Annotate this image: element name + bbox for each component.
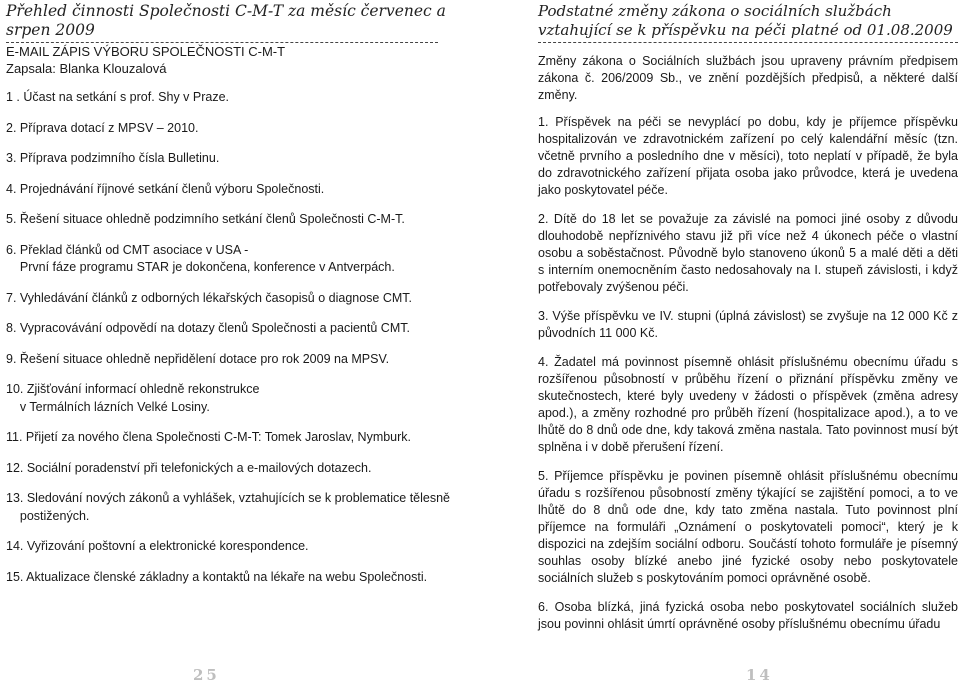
- list-item: 2. Příprava dotací z MPSV – 2010.: [6, 120, 199, 135]
- activity-list: [6, 89, 456, 586]
- list-item: 13. Sledování nových zákonů a vyhlášek, vztahujících se k problematice tělesně: [6, 491, 451, 505]
- list-item: 12. Sociální poradenství při telefonických a e-mailových dotazech.: [6, 460, 372, 475]
- change-item-2: 2. Dítě do 18 let se považuje za závislé na pomoci jiné osoby z důvodu dlouhodobě nepříznivého stavu již při více než 4 úkonech péče o vlastní osobu a soběstačnost. Původně bylo stanoveno úkonů 5 a malé děti a děti s interním onemocněním často nedosahovaly na I. stupeň závislosti, i když potřebovaly zvýšenou péči.: [538, 212, 958, 294]
- title-divider: [538, 42, 958, 43]
- recorder-line: Zapsala: Blanka Klouzalová: [6, 61, 167, 76]
- left-page: [6, 0, 456, 586]
- change-item-1: 1. Příspěvek na péči se nevyplácí po dobu, kdy je příjemce příspěvku hospitalizován ve zdravotnickém zařízení po celý kalendářní měsíc (tzn. včetně prvního a posledního dne v měsíci), toto neplatí v případě, že byla do zdravotnického zařízení přijata osoba jako průvodce, která je uvedena jako poskytovatel péče.: [538, 115, 958, 197]
- change-item-3: 3. Výše příspěvku ve IV. stupni (úplná závislost) se zvyšuje na 12 000 Kč z původních 11 000 Kč.: [538, 309, 958, 340]
- list-item: 3. Příprava podzimního čísla Bulletinu.: [6, 151, 220, 165]
- list-item: 6. Překlad článků od CMT asociace v USA -: [6, 242, 249, 257]
- list-item: 9. Řešení situace ohledně nepřidělení dotace pro rok 2009 na MPSV.: [6, 351, 390, 366]
- list-item: 5. Řešení situace ohledně podzimního setkání členů Společnosti C-M-T.: [6, 212, 405, 226]
- right-page: [538, 0, 958, 633]
- change-item-6: 6. Osoba blízká, jiná fyzická osoba nebo poskytovatel sociálních služeb jsou povinni ohlásit úmrtí oprávněné osoby příslušnému obecnímu úřadu: [538, 600, 958, 631]
- change-item-4: 4. Žadatel má povinnost písemně ohlásit příslušnému obecnímu úřadu s rozšířenou působností v průběhu řízení o přiznání příspěvku změny ve skutečnostech, které byly uvedeny v žádosti o příspěvek (změna adresy apod.), a změny rozhodné pro průběh řízení (hospitalizace apod.), a to ve lhůtě do 8 dnů ode dne, kdy taková změna nastala. Tato povinnost musí být splněna i v době přerušení řízení.: [538, 355, 958, 454]
- right-page-number: 14: [746, 666, 773, 684]
- list-item: 14. Vyřizování poštovní a elektronické korespondence.: [6, 539, 309, 553]
- list-item: 11. Přijetí za nového člena Společnosti C-M-T: Tomek Jaroslav, Nymburk.: [6, 430, 412, 444]
- list-item: 7. Vyhledávání článků z odborných lékařských časopisů o diagnose CMT.: [6, 290, 413, 305]
- email-label: E-MAIL ZÁPIS VÝBORU SPOLEČNOSTI C-M-T: [6, 44, 286, 59]
- list-item-continuation: v Termálních lázních Velké Losiny.: [6, 399, 210, 414]
- list-item: 10. Zjišťování informací ohledně rekonstrukce: [6, 382, 260, 396]
- list-item: 8. Vypracovávání odpovědí na dotazy členů Společnosti a pacientů CMT.: [6, 321, 410, 335]
- change-item-5: 5. Příjemce příspěvku je povinen písemně ohlásit příslušnému obecnímu úřadu s rozšířenou působností změny týkající se zajištění pomoci, a to ve lhůtě do 8 dnů ode dne, kdy tato změna nastala. Tuto povinnost plní příjemce na formuláři „Oznámení o poskytovateli pomoci“, který je k dispozici na zdejším sociální odboru. Součástí tohoto formuláře je písemný souhlas osoby blízké anebo jiné fyzické osoby nebo poskytovatele sociálních služeb s poskytováním pomoci oprávněné osobě.: [538, 469, 958, 585]
- left-page-number: 25: [193, 666, 220, 684]
- list-item-continuation: První fáze programu STAR je dokončena, konference v Antverpách.: [6, 260, 395, 274]
- list-item: 1 . Účast na setkání s prof. Shy v Praze.: [6, 90, 230, 104]
- list-item: 4. Projednávání říjnové setkání členů výboru Společnosti.: [6, 181, 325, 196]
- list-item-continuation: postižených.: [6, 508, 90, 523]
- left-page-title: Přehled činnosti Společnosti C-M-T za měsíc červenec a srpen 2009: [6, 2, 446, 39]
- intro-paragraph: Změny zákona o Sociálních službách jsou upraveny právním předpisem zákona č. 206/2009 Sb., ve znění pozdějších předpisů, a některé další změny.: [538, 54, 958, 102]
- list-item: 15. Aktualizace členské základny a kontaktů na lékaře na webu Společnosti.: [6, 569, 428, 584]
- right-page-title: Podstatné změny zákona o sociálních službách vztahující se k příspěvku na péči platné od 01.08.2009: [538, 2, 953, 39]
